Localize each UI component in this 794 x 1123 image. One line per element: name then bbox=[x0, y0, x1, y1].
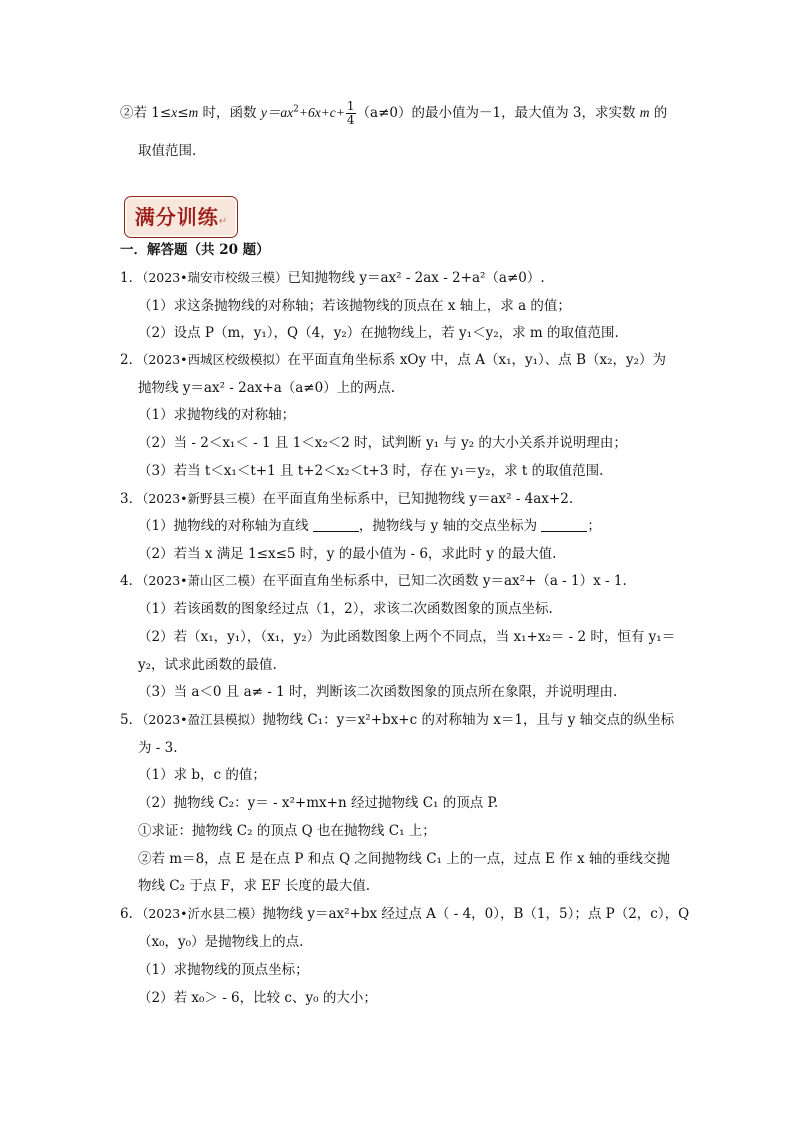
problem-number: 5． bbox=[120, 712, 143, 728]
problem-5-part-2: （2）抛物线 C₂：y＝ - x²+mx+n 经过抛物线 C₁ 的顶点 P. bbox=[138, 795, 499, 811]
problem-6-stem bbox=[120, 904, 689, 924]
full-marks-training-banner bbox=[124, 196, 238, 238]
problem-text: 在平面直角坐标系 xOy 中，点 A（x₁，y₁）、点 B（x₂，y₂）为 bbox=[287, 352, 667, 368]
problem-5-sub-2-cont: 物线 C₂ 于点 F，求 EF 长度的最大值. bbox=[138, 878, 371, 894]
problem-source: （2023•盈江县模拟） bbox=[142, 712, 263, 727]
function-expression: y＝ax bbox=[260, 105, 294, 120]
problem-2-part-3: （3）若当 t＜x₁＜t+1 且 t+2＜x₂＜t+3 时，存在 y₁＝y₂，求 t 的取值范围. bbox=[138, 463, 604, 479]
part-text: ，抛物线与 y 轴的交点坐标为 bbox=[358, 518, 538, 534]
var-m: m bbox=[188, 105, 199, 120]
problem-3-stem bbox=[120, 489, 573, 509]
section-title: 一．解答题（共 20 题） bbox=[120, 242, 270, 258]
problem-5-part-1: （1）求 b，c 的值； bbox=[138, 767, 266, 783]
problem-source: （2023•萧山区二模） bbox=[142, 573, 263, 588]
problem-2-part-2: （2）当 - 2＜x₁＜ - 1 且 1＜x₂＜2 时，试判断 y₁ 与 y₂ 的大小关系并说明理由； bbox=[138, 435, 627, 451]
condition-text: （a≠0）的最小值为－1，最大值为 3，求实数 bbox=[356, 105, 640, 121]
fraction-numerator: 1 bbox=[346, 99, 355, 113]
problem-text: 在平面直角坐标系中，已知二次函数 y＝ax²+（a - 1）x - 1. bbox=[262, 573, 627, 589]
part-text: ； bbox=[587, 518, 601, 534]
var-m: m bbox=[639, 105, 650, 120]
problem-2-part-1: （1）求抛物线的对称轴； bbox=[138, 407, 296, 423]
banner-label: 满分训练 bbox=[134, 205, 219, 229]
text-segment: ②若 1≤ bbox=[120, 105, 172, 121]
problem-text: 已知抛物线 y＝ax² - 2ax - 2+a²（a≠0）. bbox=[287, 270, 545, 286]
problem-source: （2023•西城区校级模拟） bbox=[142, 352, 288, 367]
problem-text: 在平面直角坐标系中，已知抛物线 y＝ax² - 4ax+2. bbox=[262, 491, 574, 507]
text-segment: 时，函数 bbox=[198, 105, 261, 121]
function-expression-tail: +6x+c+ bbox=[298, 105, 345, 120]
problem-number: 1． bbox=[120, 270, 143, 286]
problem-5-sub-1: ①求证：抛物线 C₂ 的顶点 Q 也在抛物线 C₁ 上； bbox=[138, 823, 436, 839]
problem-1-part-1: （1）求这条抛物线的对称轴；若该抛物线的顶点在 x 轴上，求 a 的值； bbox=[138, 298, 571, 314]
problem-4-part-3: （3）当 a＜0 且 a≠ - 1 时，判断该二次函数图象的顶点所在象限，并说明理由. bbox=[138, 684, 618, 700]
problem-6-part-2: （2）若 x₀＞ - 6，比较 c、y₀ 的大小； bbox=[138, 990, 377, 1006]
problem-source: （2023•沂水县二模） bbox=[142, 906, 263, 921]
answer-blank-axis[interactable] bbox=[313, 517, 359, 532]
problem-4-stem bbox=[120, 571, 627, 591]
answer-blank-intercept[interactable] bbox=[541, 517, 587, 532]
continued-subquestion-line-1: ②若 1≤x≤m 时，函数 $y=ax^2+6x+c+$ $\frac{1}{4}$ （a≠0）的最小值为－1，最大值为 3，求实数 m 的 bbox=[120, 99, 668, 127]
problem-2-stem bbox=[120, 350, 666, 370]
continued-subquestion-line-2: 取值范围. bbox=[138, 143, 197, 159]
problem-1-stem bbox=[120, 268, 545, 288]
problem-number: 2． bbox=[120, 352, 143, 368]
problem-source: （2023•新野县三模） bbox=[142, 491, 263, 506]
text-segment: 的 bbox=[649, 105, 668, 121]
fraction-one-quarter bbox=[346, 100, 356, 127]
part-text: （1）抛物线的对称轴为直线 bbox=[138, 518, 309, 534]
problem-6-part-1: （1）求抛物线的顶点坐标； bbox=[138, 962, 309, 978]
problem-3-part-1 bbox=[138, 516, 601, 536]
problem-number: 3． bbox=[120, 491, 143, 507]
problem-number: 4． bbox=[120, 573, 143, 589]
problem-6-stem-cont: （x₀，y₀）是抛物线上的点. bbox=[138, 934, 304, 950]
problem-4-part-1: （1）若该函数的图象经过点（1，2），求该二次函数图象的顶点坐标. bbox=[138, 601, 553, 617]
problem-5-stem bbox=[120, 710, 674, 730]
problem-number: 6． bbox=[120, 906, 143, 922]
problem-1-part-2: （2）设点 P（m，y₁），Q（4，y₂）在抛物线上，若 y₁＜y₂，求 m 的取值范围. bbox=[138, 325, 619, 341]
problem-2-stem-cont: 抛物线 y＝ax² - 2ax+a（a≠0）上的两点. bbox=[138, 380, 395, 396]
problem-text: 抛物线 C₁：y＝x²+bx+c 的对称轴为 x＝1，且与 y 轴交点的纵坐标 bbox=[262, 712, 675, 728]
text-segment: ≤ bbox=[177, 105, 189, 121]
fraction-denominator: 4 bbox=[346, 113, 355, 127]
problem-text: 抛物线 y＝ax²+bx 经过点 A（ - 4，0），B（1，5）；点 P（2，c），Q bbox=[262, 906, 690, 922]
problem-5-sub-2: ②若 m＝8，点 E 是在点 P 和点 Q 之间抛物线 C₁ 上的一点，过点 E 作 x 轴的垂线交抛 bbox=[138, 851, 670, 867]
problem-4-part-2: （2）若（x₁，y₁），（x₁，y₂）为此函数图象上两个不同点，当 x₁+x₂＝ - 2 时，恒有 y₁＝ bbox=[138, 629, 676, 645]
problem-4-part-2-cont: y₂，试求此函数的最值. bbox=[138, 657, 277, 673]
problem-3-part-2: （2）若当 x 满足 1≤x≤5 时，y 的最小值为 - 6，求此时 y 的最大值. bbox=[138, 546, 557, 562]
return-mark-icon: ↵ bbox=[218, 216, 228, 227]
var-x: x bbox=[171, 105, 178, 120]
problem-5-stem-cont: 为 - 3. bbox=[138, 740, 178, 756]
problem-source: （2023•瑞安市校级三模） bbox=[142, 270, 288, 285]
